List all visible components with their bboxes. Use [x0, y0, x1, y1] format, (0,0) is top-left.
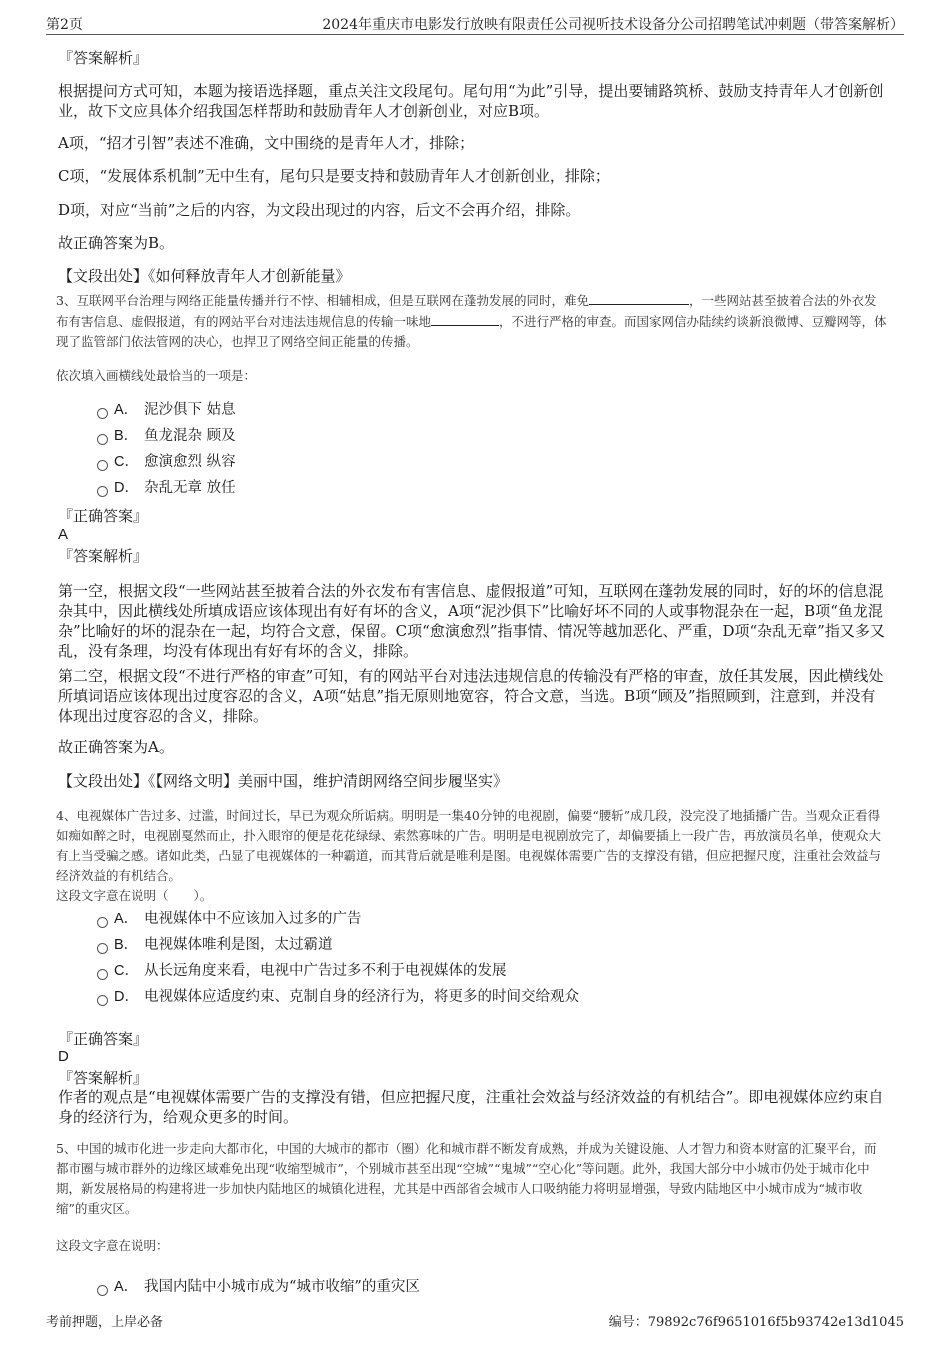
q5-stem: 5、中国的城市化进一步走向大都市化，中国的大城市的都市（圈）化和城市群不断发育成熟，并成为关键设施、人才智力和资本财富的汇聚平台，而都市圈与城市群外的边缘区域难免出现“收缩型城市”，个别城市甚至出现“空城”“鬼城”“空心化”等问题。此外，我国大部分中小城市仍处于城市化中期，新发展格局的构建将进一步加快内陆地区的城镇化进程，尤其是中西部省会城市人口吸纳能力将明显增强，导致内陆地区中小城市成为“城市收缩”的重灾区。 — [56, 1141, 877, 1216]
q3-option-a-radio[interactable] — [97, 408, 108, 419]
q4-option-a[interactable]: A． 电视媒体中不应该加入过多的广告 — [114, 911, 362, 927]
q5-option-a[interactable]: A． 我国内陆中小城市成为“城市收缩”的重灾区 — [114, 1279, 420, 1295]
q4-answer-title: 『正确答案』 — [58, 1030, 149, 1048]
q4-option-a-radio[interactable] — [97, 917, 108, 928]
q4-option-d-radio[interactable] — [97, 995, 108, 1006]
q2-analysis-p1: 根据提问方式可知，本题为接语选择题，重点关注文段尾句。尾句用“为此”引导，提出要铺路筑桥、鼓励支持青年人才创新创业，故下文应具体介绍我国怎样帮助和鼓励青年人才创新创业，对应B项。 — [58, 82, 884, 120]
footer-doc-id: 编号：79892c76f9651016f5b93742e13d1045 — [608, 1315, 904, 1330]
q4-option-b[interactable]: B． 电视媒体唯利是图，太过霸道 — [114, 937, 333, 953]
q3-option-d[interactable]: D． 杂乱无章 放任 — [114, 480, 236, 496]
q3-analysis-p1: 第一空，根据文段“一些网站甚至披着合法的外衣发布有害信息、虚假报道”可知，互联网在蓬勃发展的同时，好的坏的信息混杂其中，因此横线处所填成语应该体现出有好有坏的含义，A项“泥沙俱下”比喻好坏不同的人或事物混杂在一起，B项“鱼龙混杂”比喻好的坏的混杂在一起，均符合文意，保留。C项“愈演愈烈”指事情、情况等越加恶化、严重，D项“杂乱无章”指又多又乱，没有条理，均没有体现出有好有坏的含义，排除。 — [58, 582, 885, 660]
q5-option-a-radio[interactable] — [97, 1285, 108, 1296]
document-title: 2024年重庆市电影发行放映有限责任公司视听技术设备分公司招聘笔试冲刺题（带答案解析） — [322, 17, 904, 33]
q4-option-b-radio[interactable] — [97, 943, 108, 954]
q2-conclusion: 故正确答案为B。 — [58, 234, 175, 252]
q3-option-b-radio[interactable] — [97, 434, 108, 445]
q3-option-a[interactable]: A． 泥沙俱下 姑息 — [114, 402, 236, 418]
q3-source: 【文段出处】《【网络文明】美丽中国，维护清朗网络空间步履坚实》 — [58, 772, 509, 790]
q4-answer: D — [58, 1048, 69, 1065]
q4-prompt: 这段文字意在说明（ ）。 — [56, 888, 213, 903]
q3-blank-2 — [431, 311, 499, 326]
page-header — [46, 14, 904, 35]
q2-analysis-p4: D项，对应“当前”之后的内容，为文段出现过的内容，后文不会再介绍，排除。 — [58, 201, 581, 219]
q2-source: 【文段出处】《如何释放青年人才创新能量》 — [58, 267, 351, 285]
q4-option-c[interactable]: C． 从长远角度来看，电视中广告过多不利于电视媒体的发展 — [114, 963, 507, 979]
q3-answer: A — [58, 526, 69, 543]
q4-analysis-title: 『答案解析』 — [58, 1069, 149, 1087]
page-number: 第2页 — [46, 17, 83, 33]
q4-option-d[interactable]: D． 电视媒体应适度约束、克制自身的经济行为，将更多的时间交给观众 — [114, 989, 579, 1005]
q5-prompt: 这段文字意在说明： — [56, 1238, 169, 1253]
q2-analysis-p3: C项，“发展体系机制”无中生有，尾句只是要支持和鼓励青年人才创新创业，排除； — [58, 167, 610, 185]
footer-slogan: 考前押题，上岸必备 — [46, 1315, 164, 1330]
q2-analysis-title: 『答案解析』 — [58, 49, 149, 67]
q3-stem: 3、互联网平台治理与网络正能量传播并行不悖、相辅相成，但是互联网在蓬勃发展的同时，难免 ，一些网站甚至披着合法的外衣发布有害信息、虚假报道，有的网站平台对违法违规信息的传输一味地 ，不进行严格的审查。而国家网信办陆续约谈新浪微博、豆瓣网等，体现了监管部门依法管网的决心，也捍卫了网络空间正能量的传播。 — [56, 290, 888, 352]
page-footer — [46, 1311, 904, 1331]
q3-option-d-radio[interactable] — [97, 486, 108, 497]
q3-option-c[interactable]: C． 愈演愈烈 纵容 — [114, 454, 236, 470]
q3-option-b[interactable]: B． 鱼龙混杂 顾及 — [114, 428, 236, 444]
q3-answer-title: 『正确答案』 — [58, 507, 149, 525]
q4-analysis-p1: 作者的观点是“电视媒体需要广告的支撑没有错，但应把握尺度，注重社会效益与经济效益的有机结合”。即电视媒体应约束自身的经济行为，给观众更多的时间。 — [58, 1088, 884, 1126]
q3-conclusion: 故正确答案为A。 — [58, 738, 174, 756]
q3-analysis-p2: 第二空，根据文段“不进行严格的审查”可知，有的网站平台对违法违规信息的传输没有严格的审查，放任其发展，因此横线处所填词语应该体现出过度容忍的含义，A项“姑息”指无原则地宽容，符合文意，当选。B项“顾及”指照顾到，注意到，并没有体现出过度容忍的含义，排除。 — [58, 667, 884, 725]
q4-stem: 4、电视媒体广告过多、过滥，时间过长，早已为观众所诟病。明明是一集40分钟的电视剧，偏要“腰斩”成几段，没完没了地插播广告。当观众正看得如痴如醉之时，电视剧戛然而止，扑入眼帘的便是花花绿绿、索然寡味的广告。明明是电视剧放完了，却偏要插上一段广告，再放演员名单，使观众大有上当受骗之感。诸如此类，凸显了电视媒体的一种霸道，而其背后就是唯利是图。电视媒体需要广告的支撑没有错，但应把握尺度，注重社会效益与经济效益的有机结合。 — [56, 808, 882, 883]
q3-analysis-title: 『答案解析』 — [58, 547, 149, 565]
q3-option-c-radio[interactable] — [97, 460, 108, 471]
q2-analysis-p2: A项，“招才引智”表述不准确，文中围绕的是青年人才，排除； — [58, 134, 475, 152]
q3-prompt: 依次填入画横线处最恰当的一项是： — [56, 368, 257, 383]
q3-blank-1 — [589, 290, 689, 305]
q4-option-c-radio[interactable] — [97, 969, 108, 980]
